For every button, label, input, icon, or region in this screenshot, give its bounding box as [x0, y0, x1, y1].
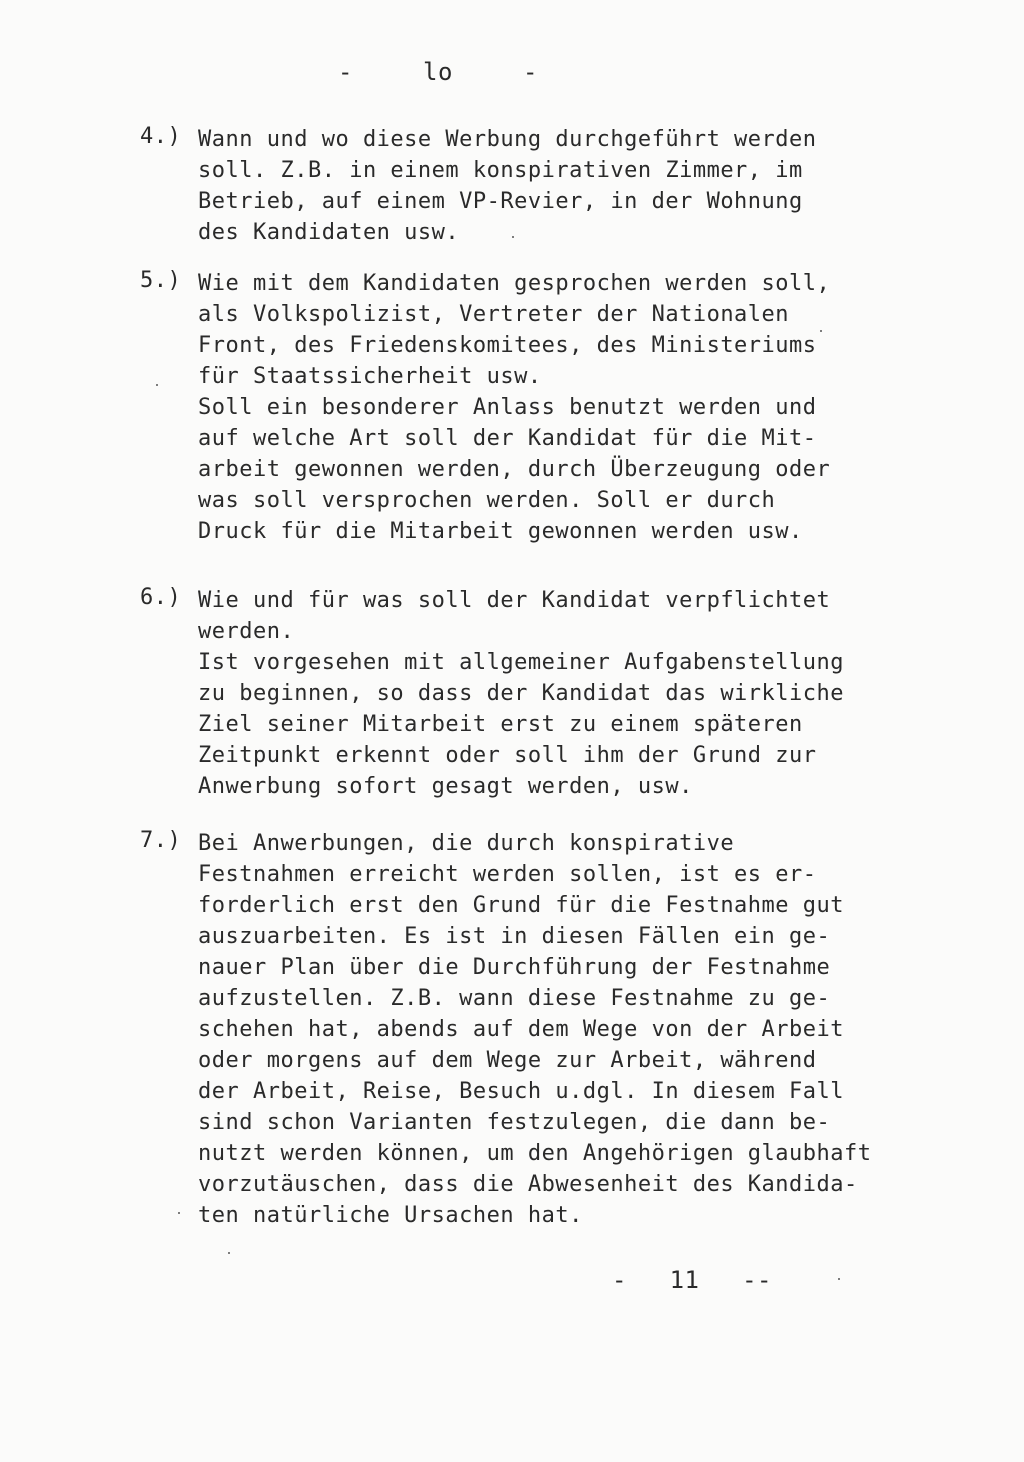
page-number: lo	[423, 58, 453, 86]
section-line: Betrieb, auf einem VP-Revier, in der Wohnung	[198, 189, 803, 214]
section-line: arbeit gewonnen werden, durch Überzeugung oder	[198, 457, 831, 482]
scan-speck	[820, 330, 822, 332]
section-line: Wann und wo diese Werbung durchgeführt werden	[198, 127, 817, 152]
section-line: nutzt werden können, um den Angehörigen glaubhaft	[198, 1141, 872, 1166]
section-line: was soll versprochen werden. Soll er durch	[198, 488, 776, 513]
header-dash-right: -	[523, 58, 538, 86]
page-header	[338, 58, 538, 86]
scan-speck	[838, 1278, 840, 1280]
section-line: Front, des Friedenskomitees, des Ministeriums	[198, 333, 817, 358]
section-number: 7.)	[140, 828, 182, 853]
section-line: des Kandidaten usw.	[198, 220, 460, 245]
section-number: 5.)	[140, 268, 182, 293]
section-number: 6.)	[140, 585, 182, 610]
header-dash-left: -	[338, 58, 353, 86]
section-line: als Volkspolizist, Vertreter der Nationalen	[198, 302, 790, 327]
section-line: für Staatssicherheit usw.	[198, 364, 542, 389]
section-line: schehen hat, abends auf dem Wege von der Arbeit	[198, 1017, 845, 1042]
section-line: Zeitpunkt erkennt oder soll ihm der Grund zur	[198, 743, 817, 768]
section-line: Festnahmen erreicht werden sollen, ist es er-	[198, 862, 817, 887]
section-line: Druck für die Mitarbeit gewonnen werden usw.	[198, 519, 803, 544]
section-line: Ist vorgesehen mit allgemeiner Aufgabenstellung	[198, 650, 845, 675]
section-line: Bei Anwerbungen, die durch konspirative	[198, 831, 735, 856]
next-page-number: 11	[669, 1266, 700, 1294]
section-line: auszuarbeiten. Es ist in diesen Fällen ein ge-	[198, 924, 831, 949]
section-line: Wie und für was soll der Kandidat verpflichtet	[198, 588, 831, 613]
section-number: 4.)	[140, 124, 182, 149]
section-line: Ziel seiner Mitarbeit erst zu einem späteren	[198, 712, 803, 737]
section-line: Soll ein besonderer Anlass benutzt werden und	[198, 395, 817, 420]
scan-speck	[156, 384, 158, 386]
section-line: auf welche Art soll der Kandidat für die Mit-	[198, 426, 817, 451]
section-line: ten natürliche Ursachen hat.	[198, 1203, 583, 1228]
section-line: nauer Plan über die Durchführung der Festnahme	[198, 955, 831, 980]
footer-dash-right: --	[742, 1266, 772, 1294]
section-line: vorzutäuschen, dass die Abwesenheit des Kandida-	[198, 1172, 858, 1197]
footer-dash-left: -	[612, 1266, 627, 1294]
section-line: Anwerbung sofort gesagt werden, usw.	[198, 774, 693, 799]
section-line: werden.	[198, 619, 295, 644]
section-line: soll. Z.B. in einem konspirativen Zimmer, im	[198, 158, 803, 183]
scan-speck	[512, 236, 514, 238]
section-line: zu beginnen, so dass der Kandidat das wirkliche	[198, 681, 845, 706]
section-line: oder morgens auf dem Wege zur Arbeit, während	[198, 1048, 817, 1073]
section-line: sind schon Varianten festzulegen, die dann be-	[198, 1110, 831, 1135]
scan-speck	[178, 1212, 180, 1214]
section-line: forderlich erst den Grund für die Festnahme gut	[198, 893, 845, 918]
section-line: der Arbeit, Reise, Besuch u.dgl. In diesem Fall	[198, 1079, 845, 1104]
section-line: aufzustellen. Z.B. wann diese Festnahme zu ge-	[198, 986, 831, 1011]
scan-speck	[228, 1252, 230, 1254]
section-line: Wie mit dem Kandidaten gesprochen werden soll,	[198, 271, 831, 296]
page-footer	[612, 1266, 772, 1294]
